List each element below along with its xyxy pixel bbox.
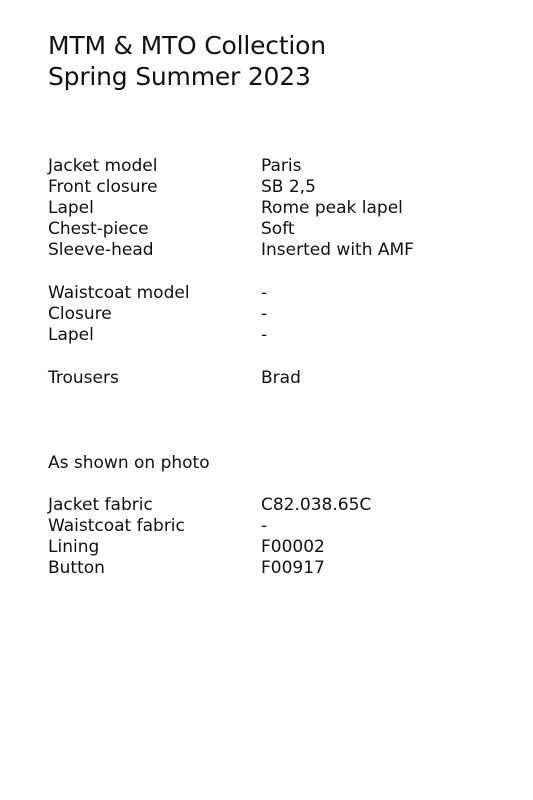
spec-label: Sleeve-head	[48, 240, 154, 260]
jacket-spec-section	[48, 156, 508, 261]
spec-label: Front closure	[48, 177, 158, 197]
fabric-spec-section	[48, 495, 508, 579]
photo-note: As shown on photo	[48, 453, 210, 473]
spec-value: F00917	[261, 558, 325, 578]
spec-label: Waistcoat fabric	[48, 516, 185, 536]
spec-label: Waistcoat model	[48, 283, 190, 303]
spec-label: Lining	[48, 537, 100, 557]
waistcoat-spec-section	[48, 283, 508, 346]
spec-row-lining	[48, 537, 508, 558]
spec-row-trousers	[48, 368, 508, 389]
spec-label: Lapel	[48, 198, 94, 218]
spec-value: SB 2,5	[261, 177, 316, 197]
title-line-season: Spring Summer 2023	[48, 62, 311, 91]
spec-row-lapel	[48, 198, 508, 219]
spec-row-sleeve-head	[48, 240, 508, 261]
trousers-spec-section	[48, 368, 508, 389]
spec-row-waistcoat-lapel	[48, 325, 508, 346]
spec-row-waistcoat-fabric	[48, 516, 508, 537]
spec-label: Lapel	[48, 325, 94, 345]
spec-value: Brad	[261, 368, 301, 388]
spec-row-closure	[48, 304, 508, 325]
spec-value: -	[261, 325, 268, 345]
title-line-collection: MTM & MTO Collection	[48, 31, 326, 60]
spec-value: Rome peak lapel	[261, 198, 403, 218]
spec-label: Chest-piece	[48, 219, 149, 239]
spec-row-button	[48, 558, 508, 579]
spec-row-waistcoat-model	[48, 283, 508, 304]
spec-label: Jacket model	[48, 156, 158, 176]
spec-value: Soft	[261, 219, 295, 239]
spec-label: Button	[48, 558, 105, 578]
spec-label: Jacket fabric	[48, 495, 153, 515]
spec-value: Inserted with AMF	[261, 240, 414, 260]
spec-row-jacket-fabric	[48, 495, 508, 516]
spec-row-jacket-model	[48, 156, 508, 177]
spec-value: -	[261, 283, 268, 303]
spec-row-chest-piece	[48, 219, 508, 240]
page-title	[48, 30, 326, 92]
spec-value: -	[261, 304, 268, 324]
spec-label: Closure	[48, 304, 112, 324]
spec-label: Trousers	[48, 368, 119, 388]
spec-value: Paris	[261, 156, 302, 176]
spec-row-front-closure	[48, 177, 508, 198]
spec-value: C82.038.65C	[261, 495, 372, 515]
spec-value: F00002	[261, 537, 325, 557]
spec-value: -	[261, 516, 268, 536]
